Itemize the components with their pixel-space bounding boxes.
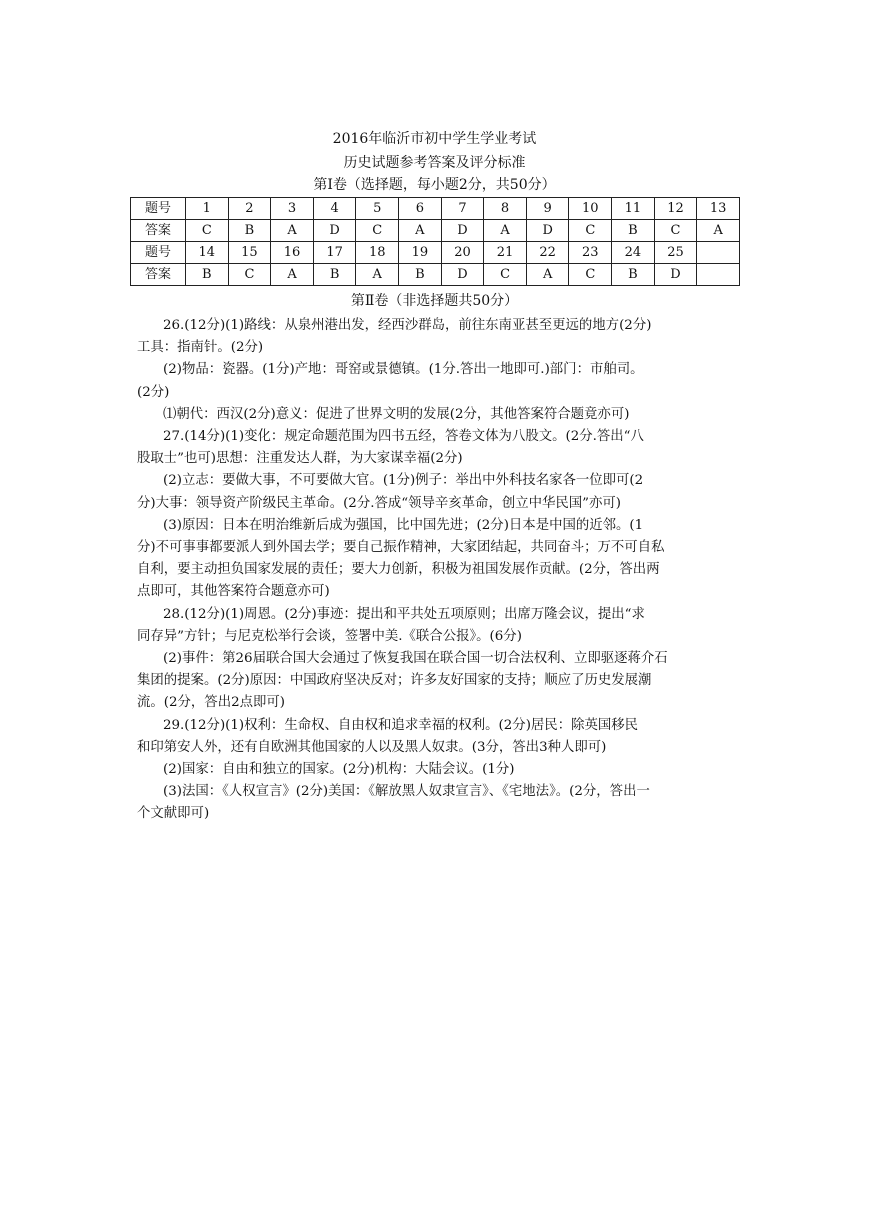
answer-line: (2)物品：瓷器。(1分)产地：哥窑或景德镇。(1分.答出一地即可.)部门：市舶司。 bbox=[163, 362, 644, 378]
table-row-header: 题号 bbox=[131, 198, 186, 220]
table-cell: D bbox=[654, 264, 697, 286]
table-row bbox=[131, 242, 740, 264]
table-cell: C bbox=[484, 264, 527, 286]
table-cell: D bbox=[441, 220, 484, 242]
table-row-header: 题号 bbox=[131, 242, 186, 264]
table-cell: B bbox=[612, 220, 655, 242]
table-cell: B bbox=[228, 220, 271, 242]
answer-line: 流。(2分，答出2点即可) bbox=[137, 695, 286, 711]
answer-line: (2)立志：要做大事，不可要做大官。(1分)例子：举出中外科技名家各一位即可(2 bbox=[163, 473, 644, 489]
table-cell: 23 bbox=[569, 242, 612, 264]
table-cell: 13 bbox=[697, 198, 740, 220]
section-2-heading: 第Ⅱ卷（非选择题共50分） bbox=[350, 293, 519, 309]
table-cell: C bbox=[228, 264, 271, 286]
table-row bbox=[131, 198, 740, 220]
table-cell: 3 bbox=[271, 198, 314, 220]
table-cell bbox=[697, 242, 740, 264]
exam-title: 2016年临沂市初中学生学业考试 bbox=[332, 131, 537, 147]
table-cell: 5 bbox=[356, 198, 399, 220]
table-row-header: 答案 bbox=[131, 264, 186, 286]
answer-line: (2)事件：第26届联合国大会通过了恢复我国在联合国一切合法权利、立即驱逐蒋介石 bbox=[163, 651, 668, 667]
table-cell: B bbox=[313, 264, 356, 286]
answer-line: 和印第安人外，还有自欧洲其他国家的人以及黑人奴隶。(3分，答出3种人即可) bbox=[137, 739, 607, 755]
table-cell: C bbox=[654, 220, 697, 242]
table-cell: C bbox=[186, 220, 229, 242]
answer-line: 分)不可事事都要派人到外国去学；要自己振作精神，大家团结起，共同奋斗；万不可自私 bbox=[137, 540, 665, 556]
answer-line: 股取士”也可)思想：注重发达人群，为大家谋幸福(2分) bbox=[137, 451, 463, 467]
table-cell: A bbox=[484, 220, 527, 242]
table-cell: 1 bbox=[186, 198, 229, 220]
table-cell: A bbox=[271, 220, 314, 242]
answer-line: 自利，要主动担负国家发展的责任；要大力创新，积极为祖国发展作贡献。(2分，答出两 bbox=[137, 562, 660, 578]
answer-line: (3)原因：日本在明治维新后成为强国，比中国先进；(2分)日本是中国的近邻。(1 bbox=[163, 517, 644, 533]
table-cell: B bbox=[399, 264, 442, 286]
table-cell: 18 bbox=[356, 242, 399, 264]
table-cell: 17 bbox=[313, 242, 356, 264]
table-cell: 10 bbox=[569, 198, 612, 220]
table-cell: B bbox=[186, 264, 229, 286]
answer-line: 同存异”方针；与尼克松举行会谈，签署中美.《联合公报》。(6分) bbox=[137, 628, 522, 644]
table-row-header: 答案 bbox=[131, 220, 186, 242]
answer-line: 29.(12分)(1)权利：生命权、自由权和追求幸福的权利。(2分)居民：除英国移民 bbox=[163, 717, 639, 733]
answer-table bbox=[130, 197, 740, 286]
table-cell: A bbox=[271, 264, 314, 286]
table-cell: 14 bbox=[186, 242, 229, 264]
answer-line: (3)法国：《人权宣言》(2分)美国：《解放黑人奴隶宣言》、《宅地法》。(2分，答出一 bbox=[163, 784, 650, 800]
table-cell: A bbox=[356, 264, 399, 286]
table-cell: 15 bbox=[228, 242, 271, 264]
table-cell: 2 bbox=[228, 198, 271, 220]
answer-line: (2分) bbox=[137, 384, 170, 400]
answer-line: 集团的提案。(2分)原因：中国政府坚决反对；许多友好国家的支持；顺应了历史发展潮 bbox=[137, 673, 652, 689]
table-cell: 22 bbox=[526, 242, 569, 264]
table-cell bbox=[697, 264, 740, 286]
table-cell: 12 bbox=[654, 198, 697, 220]
answer-line: 28.(12分)(1)周恩。(2分)事迹：提出和平共处五项原则；出席万隆会议，提出“求 bbox=[163, 606, 645, 622]
table-cell: D bbox=[526, 220, 569, 242]
answer-line: 分)大事：领导资产阶级民主革命。(2分.答成“领导辛亥革命，创立中华民国”亦可) bbox=[137, 495, 622, 511]
table-cell: B bbox=[612, 264, 655, 286]
table-row bbox=[131, 220, 740, 242]
table-cell: 25 bbox=[654, 242, 697, 264]
table-cell: 6 bbox=[399, 198, 442, 220]
table-cell: 4 bbox=[313, 198, 356, 220]
answer-body bbox=[137, 315, 740, 826]
table-cell: A bbox=[697, 220, 740, 242]
answer-line: (2)国家：自由和独立的国家。(2分)机构：大陆会议。(1分) bbox=[163, 762, 515, 778]
table-cell: 21 bbox=[484, 242, 527, 264]
table-cell: A bbox=[399, 220, 442, 242]
table-cell: D bbox=[441, 264, 484, 286]
table-cell: 20 bbox=[441, 242, 484, 264]
table-cell: 8 bbox=[484, 198, 527, 220]
answer-line: 个文献即可) bbox=[137, 806, 210, 822]
answer-key-title: 历史试题参考答案及评分标准 bbox=[343, 155, 526, 171]
answer-line: 26.(12分)(1)路线：从泉州港出发，经西沙群岛，前往东南亚甚至更远的地方(2分) bbox=[163, 318, 652, 333]
answer-line: ⑴朝代：西汉(2分)意义：促进了世界文明的发展(2分，其他答案符合题竟亦可) bbox=[163, 406, 630, 422]
section-1-heading: 第Ⅰ卷（选择题，每小题2分，共50分） bbox=[313, 177, 556, 193]
table-row bbox=[131, 264, 740, 286]
answer-line: 点即可，其他答案符合题意亦可) bbox=[137, 584, 330, 600]
table-cell: 16 bbox=[271, 242, 314, 264]
table-cell: D bbox=[313, 220, 356, 242]
table-cell: C bbox=[569, 264, 612, 286]
table-cell: 19 bbox=[399, 242, 442, 264]
table-cell: C bbox=[569, 220, 612, 242]
answer-line: 27.(14分)(1)变化：规定命题范围为四书五经，答卷文体为八股文。(2分.答出“八 bbox=[163, 429, 644, 445]
table-cell: 9 bbox=[526, 198, 569, 220]
table-cell: 7 bbox=[441, 198, 484, 220]
table-cell: 24 bbox=[612, 242, 655, 264]
table-cell: C bbox=[356, 220, 399, 242]
answer-line: 工具：指南针。(2分) bbox=[137, 340, 264, 356]
table-cell: 11 bbox=[612, 198, 655, 220]
table-cell: A bbox=[526, 264, 569, 286]
